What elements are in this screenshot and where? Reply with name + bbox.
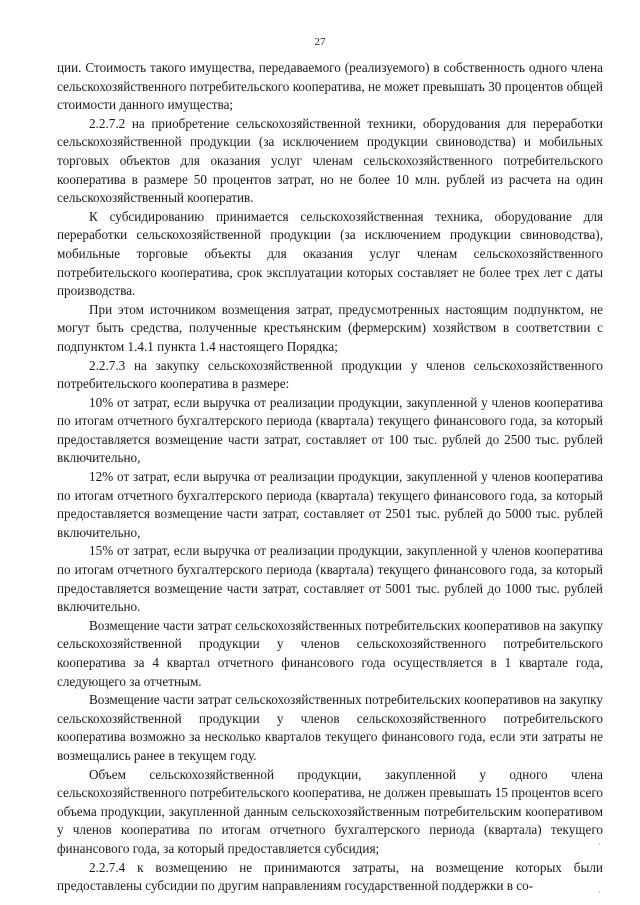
paragraph-multi-quarter: Возмещение части затрат сельскохозяйственных потребительских кооперативов на закупку сельскохозяйственной продукции у членов сельскохозяйственного потребительского кооператива возможно за несколько кварталов текущего финансового года, если эти затраты не возмещались ранее в текущем году. [57, 692, 603, 763]
paragraph-2-2-7-4: 2.2.7.4 к возмещению не принимаются затраты, на возмещение которых были предоставлены субсидии по другим направлениям государственной поддержки в со- [57, 859, 603, 894]
paragraph-funding-source: При этом источником возмещения затрат, предусмотренных настоящим подпунктом, не могут быть средства, полученные крестьянским (фермерским) хозяйством в соответствии с подпунктом 1.4.1 пункта 1.4 настоящего Порядка; [57, 301, 603, 354]
document-body [57, 59, 603, 896]
paragraph-2-2-7-2: 2.2.7.2 на приобретение сельскохозяйственной техники, оборудования для переработки сельскохозяйственной продукции (за исключением продукции свиноводства) и мобильных торговых объектов для оказания услуг членам сельскохозяйственного потребительского кооператива в размере 50 процентов затрат, но не более 10 млн. рублей из расчета на один сельскохозяйственный кооператив. [57, 115, 603, 206]
page-number: 27 [314, 36, 326, 48]
paragraph-volume-limit: Объем сельскохозяйственной продукции, закупленной у одного члена сельскохозяйственного потребительского кооператива, не должен превышать 15 процентов всего объема продукции, закупленной данным сельскохозяйственным потребительским кооперативом у членов кооператива по итогам отчетного бухгалтерского периода (квартала) текущего финансового года, за который предоставляется субсидия; [57, 766, 603, 856]
paragraph-rate-10: 10% от затрат, если выручка от реализации продукции, закупленной у членов кооператива по итогам отчетного бухгалтерского периода (квартала) текущего финансового года, за который предоставляется возмещение части затрат, составляет от 100 тыс. рублей до 2500 тыс. рублей включительно, [57, 394, 603, 466]
paragraph-continuation: ции. Стоимость такого имущества, передаваемого (реализуемого) в собственность одного члена сельскохозяйственного потребительского кооператива, не может превышать 30 процентов общей стоимости данного имущества; [57, 60, 603, 113]
paragraph-subsidy-equipment: К субсидированию принимается сельскохозяйственная техника, оборудование для переработки сельскохозяйственной продукции (за исключением продукции свиноводства), мобильные торговые объекты для оказания услуг членам сельскохозяйственного потребительского кооператива, срок эксплуатации которых составляет не более трех лет с даты производства. [57, 208, 603, 299]
paragraph-rate-15: 15% от затрат, если выручка от реализации продукции, закупленной у членов кооператива по итогам отчетного бухгалтерского периода (квартала) текущего финансового года, за который предоставляется возмещение части затрат, составляет от 5001 тыс. рублей до 1000 тыс. рублей включительно. [57, 543, 603, 615]
paragraph-2-2-7-3: 2.2.7.3 на закупку сельскохозяйственной продукции у членов сельскохозяйственного потребительского кооператива в размере: [57, 357, 603, 392]
paragraph-q4-reimbursement: Возмещение части затрат сельскохозяйственных потребительских кооперативов на закупку сельскохозяйственной продукции у членов сельскохозяйственного потребительского кооператива за 4 квартал отчетного финансового года осуществляется в 1 квартале года, следующего за отчетным. [57, 617, 603, 689]
scan-speck: · [598, 840, 601, 849]
paragraph-rate-12: 12% от затрат, если выручка от реализации продукции, закупленной у членов кооператива по итогам отчетного бухгалтерского периода (квартала) текущего финансового года, за который предоставляется возмещение части затрат, составляет от 2501 тыс. рублей до 5000 тыс. рублей включительно, [57, 469, 603, 540]
scan-speck: · [598, 888, 601, 897]
